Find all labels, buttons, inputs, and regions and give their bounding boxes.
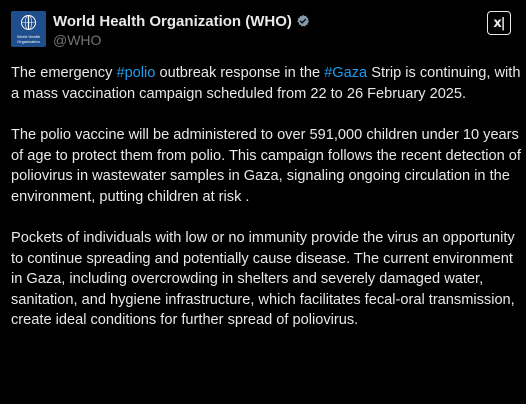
grok-icon: x| xyxy=(493,15,505,31)
post-text xyxy=(11,63,521,352)
text-segment: The emergency xyxy=(11,65,117,81)
display-name[interactable]: World Health Organization (WHO) xyxy=(53,12,292,30)
verified-badge-icon xyxy=(296,14,310,28)
name-row xyxy=(53,11,310,31)
post-paragraph-3: Pockets of individuals with low or no immunity provide the virus an opportunity to continue spreading and potentially cause disease. The current environment in Gaza, including overcrowding in shelters and severely damaged water, sanitation, and hygiene infrastructure, which facilitates fecal-oral transmission, create ideal conditions for further spread of poliovirus. xyxy=(11,230,515,328)
post-paragraph-2: The polio vaccine will be administered to over 591,000 children under 10 years of age to protect them from polio. This campaign follows the recent detection of poliovirus in wastewater samples in Gaza, signaling ongoing circulation in the environment, putting children at risk . xyxy=(11,127,521,205)
hashtag-polio-link[interactable]: #polio xyxy=(116,65,156,81)
who-emblem-icon xyxy=(20,14,37,31)
text-segment: outbreak response in the xyxy=(155,65,325,81)
post-header xyxy=(11,11,515,51)
avatar[interactable] xyxy=(11,11,46,47)
grok-button[interactable] xyxy=(487,11,511,35)
text-segment: Strip is continuing, with a mass vaccination campaign scheduled from 22 to 26 February 2025. xyxy=(11,65,521,102)
hashtag-gaza-link[interactable]: #Gaza xyxy=(324,65,368,81)
avatar-text: World Health Organization xyxy=(16,34,41,44)
post-paragraph-1 xyxy=(11,63,521,104)
user-handle[interactable]: @WHO xyxy=(53,32,102,48)
